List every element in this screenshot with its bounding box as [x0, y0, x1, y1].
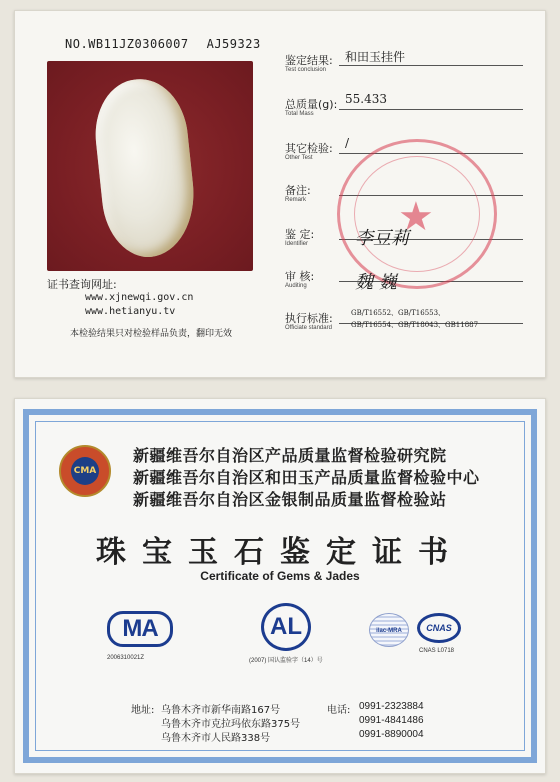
report-number-value: NO.WB11JZ0306007 — [65, 37, 189, 51]
phone-3[interactable]: 0991-8890004 — [359, 729, 424, 740]
phone-label: 电话: — [327, 705, 351, 716]
institution-name-2: 新疆维吾尔自治区和田玉产品质量监督检验中心 — [133, 468, 480, 487]
address-1: 乌鲁木齐市新华南路167号 — [161, 705, 281, 716]
field-label-en: Identifier — [285, 241, 309, 247]
field-label: 鉴定结果: — [285, 54, 333, 67]
certificate-title-cn: 珠宝玉石鉴定证书 — [96, 535, 464, 570]
identifier-signature: 李豆莉 — [355, 228, 409, 249]
field-label: 备注: — [285, 184, 311, 197]
emblem-center: CMA — [71, 457, 99, 485]
other-test-value: / — [345, 136, 350, 150]
field-line — [339, 109, 523, 110]
field-label-en: Auditing — [285, 283, 307, 289]
standard-line-1: GB/T16552、GB/T16553、 — [351, 309, 446, 317]
field-line — [339, 65, 523, 66]
ilac-mra-logo-icon: ilac-MRA — [369, 613, 409, 647]
query-title: 证书查询网址: — [47, 278, 117, 291]
query-url-1[interactable]: www.xjnewqi.gov.cn — [85, 292, 194, 303]
cma-logo-icon: MA — [107, 611, 173, 647]
field-label: 其它检验: — [285, 142, 333, 155]
standard-line-2: GB/T16554、GB/T18043、GB11887 — [351, 321, 479, 329]
certificate-title-en: Certificate of Gems & Jades — [200, 569, 360, 583]
red-seal-stamp — [337, 139, 497, 289]
standard-value — [351, 307, 478, 331]
institute-emblem-icon — [59, 445, 111, 497]
field-label: 执行标准: — [285, 312, 333, 325]
cal-code: (2007) 国认监验字（14）号 — [249, 658, 323, 664]
cnas-code: CNAS L0718 — [419, 648, 455, 654]
query-url-2[interactable]: www.hetianyu.tv — [85, 306, 176, 317]
disclaimer: 本检验结果只对检验样品负责，翻印无效 — [70, 329, 233, 339]
certificate-cover-card — [14, 398, 546, 774]
cnas-logo-icon: CNAS — [417, 613, 461, 643]
test-report-card — [14, 10, 546, 378]
field-label-en: Remark — [285, 197, 307, 203]
conclusion-value: 和田玉挂件 — [345, 50, 406, 64]
field-label: 审 核: — [285, 270, 315, 283]
field-standard — [285, 307, 535, 331]
address-2: 乌鲁木齐市克拉玛依东路375号 — [161, 719, 301, 730]
auditor-signature: 魏 巍 — [355, 272, 397, 293]
cal-logo-icon: AL — [261, 603, 311, 651]
address-3: 乌鲁木齐市人民路338号 — [161, 733, 271, 744]
field-label: 总质量(g): — [285, 98, 338, 111]
cma-code: 2006310021Z — [107, 655, 145, 661]
institution-name-3: 新疆维吾尔自治区金银制品质量监督检验站 — [133, 490, 447, 509]
field-conclusion — [285, 49, 535, 73]
address-label: 地址: — [131, 705, 155, 716]
field-label-en: Test conclusion — [285, 67, 327, 73]
institution-name-1: 新疆维吾尔自治区产品质量监督检验研究院 — [133, 446, 447, 465]
phone-2[interactable]: 0991-4841486 — [359, 715, 424, 726]
report-number — [65, 37, 261, 51]
field-label-en: Officiate standard — [285, 325, 332, 331]
field-total-mass — [285, 93, 535, 117]
seal-star-icon: ★ — [398, 194, 434, 240]
field-label-en: Other Test — [285, 155, 313, 161]
jade-pendant-image — [90, 75, 200, 262]
jade-photo — [47, 61, 253, 271]
field-label: 鉴 定: — [285, 228, 315, 241]
mass-value: 55.433 — [345, 92, 387, 106]
report-code: AJ59323 — [206, 37, 261, 51]
field-label-en: Total Mass — [285, 111, 314, 117]
phone-1[interactable]: 0991-2323884 — [359, 701, 424, 712]
